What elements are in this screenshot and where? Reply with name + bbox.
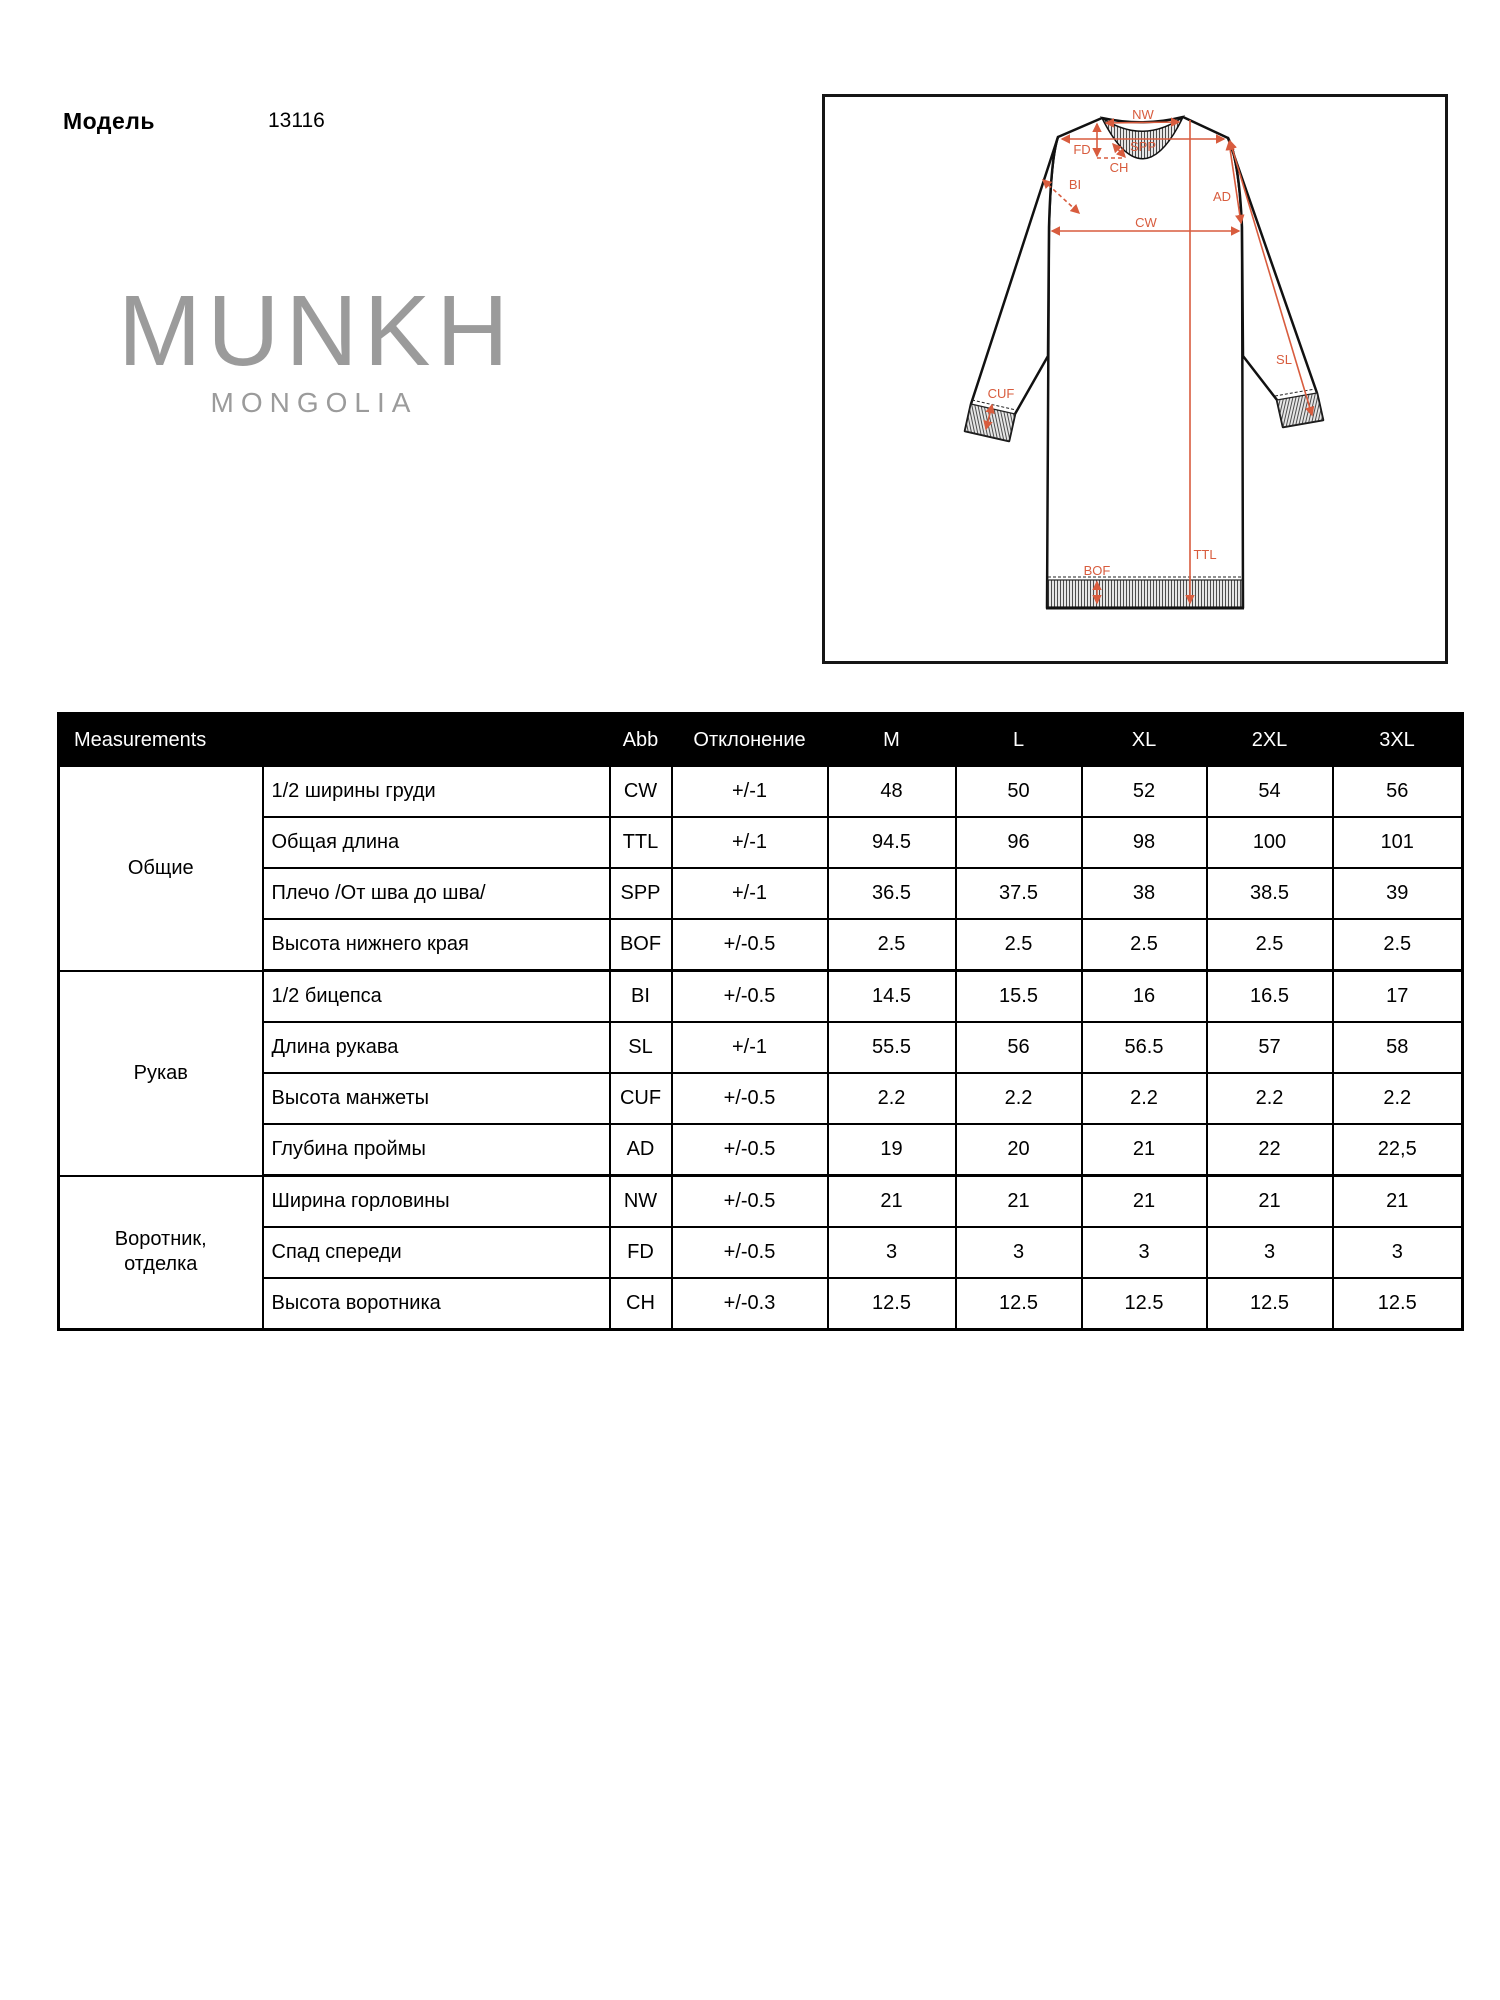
size-value: 3 bbox=[1207, 1227, 1333, 1278]
size-value: 21 bbox=[956, 1176, 1082, 1228]
size-value: 20 bbox=[956, 1124, 1082, 1176]
size-value: 22,5 bbox=[1333, 1124, 1463, 1176]
header-size-2xl: 2XL bbox=[1207, 714, 1333, 767]
size-value: 16 bbox=[1082, 971, 1207, 1023]
cuf-label: CUF bbox=[987, 386, 1015, 401]
size-value: 2.2 bbox=[1333, 1073, 1463, 1124]
size-value: 100 bbox=[1207, 817, 1333, 868]
size-value: 55.5 bbox=[828, 1022, 956, 1073]
row-name: Высота нижнего края bbox=[263, 919, 610, 971]
header-measurements: Measurements bbox=[59, 714, 610, 767]
header-size-xl: XL bbox=[1082, 714, 1207, 767]
brand-name: MUNKH bbox=[118, 275, 515, 387]
header-abb: Abb bbox=[610, 714, 672, 767]
header-size-3xl: 3XL bbox=[1333, 714, 1463, 767]
sl-label: SL bbox=[1276, 352, 1292, 367]
size-value: 94.5 bbox=[828, 817, 956, 868]
size-value: 12.5 bbox=[1333, 1278, 1463, 1330]
row-tolerance: +/-0.5 bbox=[672, 1124, 828, 1176]
size-value: 21 bbox=[828, 1176, 956, 1228]
table-row bbox=[59, 971, 1463, 1023]
size-value: 56.5 bbox=[1082, 1022, 1207, 1073]
size-value: 2.2 bbox=[1207, 1073, 1333, 1124]
table-row bbox=[59, 817, 1463, 868]
hem-rib-band bbox=[1048, 580, 1242, 607]
garment-drawing bbox=[825, 97, 1445, 661]
size-value: 12.5 bbox=[1207, 1278, 1333, 1330]
size-value: 54 bbox=[1207, 766, 1333, 817]
size-value: 58 bbox=[1333, 1022, 1463, 1073]
bof-label: BOF bbox=[1083, 563, 1111, 578]
bi-label: BI bbox=[1068, 177, 1082, 192]
size-value: 98 bbox=[1082, 817, 1207, 868]
row-name: Ширина горловины bbox=[263, 1176, 610, 1228]
nw-arrow bbox=[1106, 122, 1179, 123]
model-label: Модель bbox=[63, 108, 156, 134]
measurements-table bbox=[57, 712, 1464, 1331]
size-value: 38.5 bbox=[1207, 868, 1333, 919]
size-value: 56 bbox=[956, 1022, 1082, 1073]
row-abb: SL bbox=[610, 1022, 672, 1073]
size-value: 21 bbox=[1207, 1176, 1333, 1228]
spp-label: SPP bbox=[1129, 139, 1157, 154]
size-value: 37.5 bbox=[956, 868, 1082, 919]
table-row bbox=[59, 1124, 1463, 1176]
row-abb: CH bbox=[610, 1278, 672, 1330]
ttl-label: TTL bbox=[1193, 547, 1217, 562]
ad-label: AD bbox=[1212, 189, 1232, 204]
size-value: 12.5 bbox=[956, 1278, 1082, 1330]
table-header bbox=[59, 714, 1463, 767]
size-value: 3 bbox=[828, 1227, 956, 1278]
size-value: 14.5 bbox=[828, 971, 956, 1023]
size-value: 101 bbox=[1333, 817, 1463, 868]
size-value: 2.5 bbox=[1207, 919, 1333, 971]
size-value: 19 bbox=[828, 1124, 956, 1176]
row-tolerance: +/-1 bbox=[672, 868, 828, 919]
row-abb: CW bbox=[610, 766, 672, 817]
size-value: 3 bbox=[1333, 1227, 1463, 1278]
size-value: 21 bbox=[1333, 1176, 1463, 1228]
size-value: 2.5 bbox=[1333, 919, 1463, 971]
table-row bbox=[59, 1176, 1463, 1228]
size-value: 12.5 bbox=[1082, 1278, 1207, 1330]
size-value: 48 bbox=[828, 766, 956, 817]
brand-country: MONGOLIA bbox=[210, 387, 418, 418]
size-value: 3 bbox=[956, 1227, 1082, 1278]
size-value: 2.5 bbox=[956, 919, 1082, 971]
row-name: Высота манжеты bbox=[263, 1073, 610, 1124]
table-row bbox=[59, 868, 1463, 919]
group-label: Общие bbox=[59, 766, 263, 971]
header-size-m: M bbox=[828, 714, 956, 767]
size-value: 52 bbox=[1082, 766, 1207, 817]
row-name: Глубина проймы bbox=[263, 1124, 610, 1176]
measurements-tbody bbox=[59, 766, 1463, 1330]
row-abb: BI bbox=[610, 971, 672, 1023]
table-row bbox=[59, 1073, 1463, 1124]
size-value: 16.5 bbox=[1207, 971, 1333, 1023]
row-abb: CUF bbox=[610, 1073, 672, 1124]
row-name: Плечо /От шва до шва/ bbox=[263, 868, 610, 919]
row-tolerance: +/-0.3 bbox=[672, 1278, 828, 1330]
row-tolerance: +/-1 bbox=[672, 766, 828, 817]
row-abb: SPP bbox=[610, 868, 672, 919]
row-tolerance: +/-1 bbox=[672, 1022, 828, 1073]
row-tolerance: +/-0.5 bbox=[672, 1176, 828, 1228]
row-abb: FD bbox=[610, 1227, 672, 1278]
size-value: 21 bbox=[1082, 1124, 1207, 1176]
row-name: Спад спереди bbox=[263, 1227, 610, 1278]
size-value: 38 bbox=[1082, 868, 1207, 919]
row-tolerance: +/-1 bbox=[672, 817, 828, 868]
garment-drawing-box bbox=[822, 94, 1448, 664]
row-name: Общая длина bbox=[263, 817, 610, 868]
table-row bbox=[59, 1278, 1463, 1330]
size-value: 39 bbox=[1333, 868, 1463, 919]
size-value: 2.2 bbox=[956, 1073, 1082, 1124]
model-number: 13116 bbox=[268, 109, 325, 132]
row-abb: AD bbox=[610, 1124, 672, 1176]
size-value: 15.5 bbox=[956, 971, 1082, 1023]
size-value: 12.5 bbox=[828, 1278, 956, 1330]
size-value: 57 bbox=[1207, 1022, 1333, 1073]
row-tolerance: +/-0.5 bbox=[672, 919, 828, 971]
row-tolerance: +/-0.5 bbox=[672, 971, 828, 1023]
group-label: Воротник, отделка bbox=[59, 1176, 263, 1330]
size-value: 17 bbox=[1333, 971, 1463, 1023]
table-row bbox=[59, 1227, 1463, 1278]
size-value: 2.2 bbox=[828, 1073, 956, 1124]
row-tolerance: +/-0.5 bbox=[672, 1227, 828, 1278]
row-abb: BOF bbox=[610, 919, 672, 971]
size-value: 2.2 bbox=[1082, 1073, 1207, 1124]
fd-label: FD bbox=[1073, 142, 1091, 157]
size-value: 2.5 bbox=[1082, 919, 1207, 971]
row-name: 1/2 ширины груди bbox=[263, 766, 610, 817]
row-abb: NW bbox=[610, 1176, 672, 1228]
size-value: 96 bbox=[956, 817, 1082, 868]
table-header-row bbox=[59, 714, 1463, 767]
table-row bbox=[59, 766, 1463, 817]
row-tolerance: +/-0.5 bbox=[672, 1073, 828, 1124]
table-row bbox=[59, 1022, 1463, 1073]
header-tolerance: Отклонение bbox=[672, 714, 828, 767]
row-name: Длина рукава bbox=[263, 1022, 610, 1073]
size-value: 22 bbox=[1207, 1124, 1333, 1176]
group-label: Рукав bbox=[59, 971, 263, 1176]
header-size-l: L bbox=[956, 714, 1082, 767]
ch-label: CH bbox=[1109, 160, 1129, 175]
size-value: 56 bbox=[1333, 766, 1463, 817]
size-value: 3 bbox=[1082, 1227, 1207, 1278]
size-value: 2.5 bbox=[828, 919, 956, 971]
row-abb: TTL bbox=[610, 817, 672, 868]
size-value: 50 bbox=[956, 766, 1082, 817]
brand-logo bbox=[118, 275, 515, 419]
size-value: 36.5 bbox=[828, 868, 956, 919]
nw-label: NW bbox=[1132, 107, 1154, 122]
table-row bbox=[59, 919, 1463, 971]
row-name: 1/2 бицепса bbox=[263, 971, 610, 1023]
cw-label: CW bbox=[1135, 215, 1157, 230]
size-value: 21 bbox=[1082, 1176, 1207, 1228]
row-name: Высота воротника bbox=[263, 1278, 610, 1330]
